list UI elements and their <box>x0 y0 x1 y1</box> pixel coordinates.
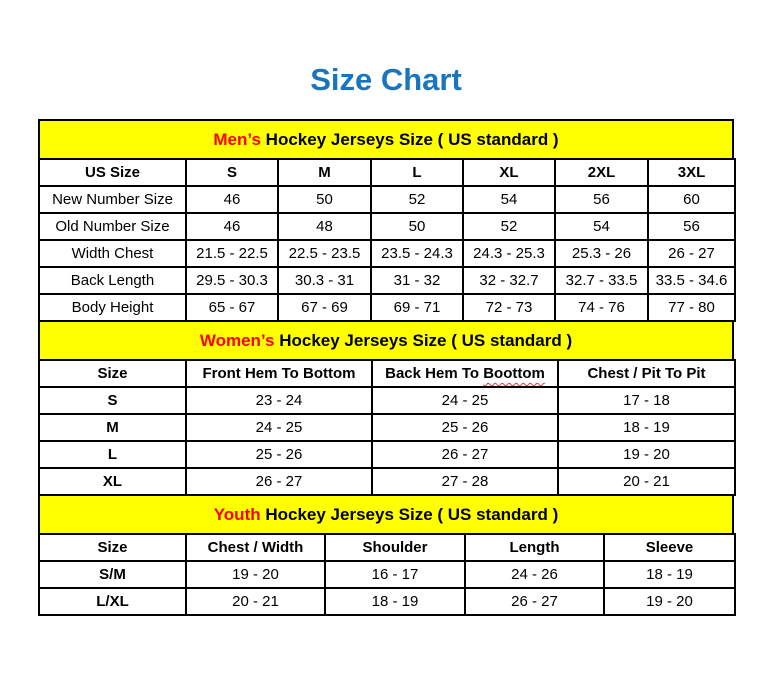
size-chart-block <box>38 119 734 616</box>
size-value-cell: 18 - 19 <box>325 588 465 615</box>
size-value-cell: 54 <box>463 186 555 213</box>
mens-banner-text: Hockey Jerseys Size ( US standard ) <box>265 130 559 149</box>
size-value-cell: 50 <box>371 213 463 240</box>
size-value-cell: 56 <box>648 213 735 240</box>
column-header: Front Hem To Bottom <box>186 360 372 387</box>
youth-section-banner <box>38 494 734 535</box>
column-header: S <box>186 159 278 186</box>
size-value-cell: 29.5 - 30.3 <box>186 267 278 294</box>
column-header: Shoulder <box>325 534 465 561</box>
size-value-cell: 18 - 19 <box>604 561 735 588</box>
column-header: Size <box>39 534 186 561</box>
size-value-cell: 16 - 17 <box>325 561 465 588</box>
size-value-cell: 26 - 27 <box>648 240 735 267</box>
column-header: Length <box>465 534 604 561</box>
womens-size-table <box>38 359 736 496</box>
size-value-cell: 50 <box>278 186 371 213</box>
size-value-cell: 77 - 80 <box>648 294 735 321</box>
table-row <box>39 414 735 441</box>
womens-banner-highlight: Women’s <box>199 331 275 350</box>
row-label: S <box>39 387 186 414</box>
size-value-cell: 20 - 21 <box>558 468 735 495</box>
youth-size-table <box>38 533 736 616</box>
size-value-cell: 19 - 20 <box>186 561 325 588</box>
row-label: L/XL <box>39 588 186 615</box>
column-header: Chest / Pit To Pit <box>558 360 735 387</box>
column-header: M <box>278 159 371 186</box>
column-header: 3XL <box>648 159 735 186</box>
size-value-cell: 56 <box>555 186 648 213</box>
row-label: Back Length <box>39 267 186 294</box>
size-value-cell: 27 - 28 <box>372 468 558 495</box>
youth-banner-text: Hockey Jerseys Size ( US standard ) <box>265 505 559 524</box>
row-label: New Number Size <box>39 186 186 213</box>
size-value-cell: 32 - 32.7 <box>463 267 555 294</box>
size-value-cell: 32.7 - 33.5 <box>555 267 648 294</box>
size-value-cell: 26 - 27 <box>372 441 558 468</box>
table-row <box>39 267 735 294</box>
table-row <box>39 387 735 414</box>
size-value-cell: 69 - 71 <box>371 294 463 321</box>
page-title: Size Chart <box>310 62 462 97</box>
size-value-cell: 19 - 20 <box>604 588 735 615</box>
size-value-cell: 25 - 26 <box>186 441 372 468</box>
row-label: S/M <box>39 561 186 588</box>
size-value-cell: 23 - 24 <box>186 387 372 414</box>
mens-banner-highlight: Men’s <box>213 130 261 149</box>
mens-section-banner <box>38 119 734 160</box>
misspelled-word: Boottom <box>483 365 545 382</box>
table-row <box>39 588 735 615</box>
column-header: Size <box>39 360 186 387</box>
column-header-text: Back Hem To <box>385 365 480 382</box>
womens-header-row <box>39 360 735 387</box>
youth-header-row <box>39 534 735 561</box>
size-value-cell: 60 <box>648 186 735 213</box>
size-value-cell: 25.3 - 26 <box>555 240 648 267</box>
row-label: Body Height <box>39 294 186 321</box>
column-header: Chest / Width <box>186 534 325 561</box>
size-value-cell: 22.5 - 23.5 <box>278 240 371 267</box>
size-value-cell: 33.5 - 34.6 <box>648 267 735 294</box>
size-value-cell: 72 - 73 <box>463 294 555 321</box>
table-row <box>39 186 735 213</box>
table-row <box>39 468 735 495</box>
size-value-cell: 46 <box>186 186 278 213</box>
table-row <box>39 240 735 267</box>
size-value-cell: 24 - 25 <box>372 387 558 414</box>
youth-banner-highlight: Youth <box>213 505 261 524</box>
size-value-cell: 20 - 21 <box>186 588 325 615</box>
row-label: L <box>39 441 186 468</box>
column-header: Sleeve <box>604 534 735 561</box>
column-header <box>372 360 558 387</box>
womens-section-banner <box>38 320 734 361</box>
size-value-cell: 67 - 69 <box>278 294 371 321</box>
table-row <box>39 294 735 321</box>
table-row <box>39 441 735 468</box>
size-value-cell: 21.5 - 22.5 <box>186 240 278 267</box>
size-value-cell: 19 - 20 <box>558 441 735 468</box>
size-value-cell: 52 <box>371 186 463 213</box>
size-value-cell: 52 <box>463 213 555 240</box>
size-value-cell: 24 - 25 <box>186 414 372 441</box>
size-value-cell: 18 - 19 <box>558 414 735 441</box>
size-value-cell: 31 - 32 <box>371 267 463 294</box>
table-row <box>39 561 735 588</box>
size-value-cell: 54 <box>555 213 648 240</box>
size-value-cell: 25 - 26 <box>372 414 558 441</box>
size-value-cell: 23.5 - 24.3 <box>371 240 463 267</box>
row-label: Width Chest <box>39 240 186 267</box>
size-value-cell: 26 - 27 <box>186 468 372 495</box>
size-value-cell: 65 - 67 <box>186 294 278 321</box>
column-header: XL <box>463 159 555 186</box>
size-value-cell: 74 - 76 <box>555 294 648 321</box>
row-label: M <box>39 414 186 441</box>
column-header: US Size <box>39 159 186 186</box>
womens-banner-text: Hockey Jerseys Size ( US standard ) <box>279 331 573 350</box>
table-row <box>39 213 735 240</box>
size-value-cell: 30.3 - 31 <box>278 267 371 294</box>
size-value-cell: 48 <box>278 213 371 240</box>
column-header: L <box>371 159 463 186</box>
size-value-cell: 46 <box>186 213 278 240</box>
row-label: Old Number Size <box>39 213 186 240</box>
row-label: XL <box>39 468 186 495</box>
size-value-cell: 24 - 26 <box>465 561 604 588</box>
size-value-cell: 26 - 27 <box>465 588 604 615</box>
size-value-cell: 17 - 18 <box>558 387 735 414</box>
column-header: 2XL <box>555 159 648 186</box>
mens-size-table <box>38 158 736 322</box>
mens-header-row <box>39 159 735 186</box>
size-value-cell: 24.3 - 25.3 <box>463 240 555 267</box>
